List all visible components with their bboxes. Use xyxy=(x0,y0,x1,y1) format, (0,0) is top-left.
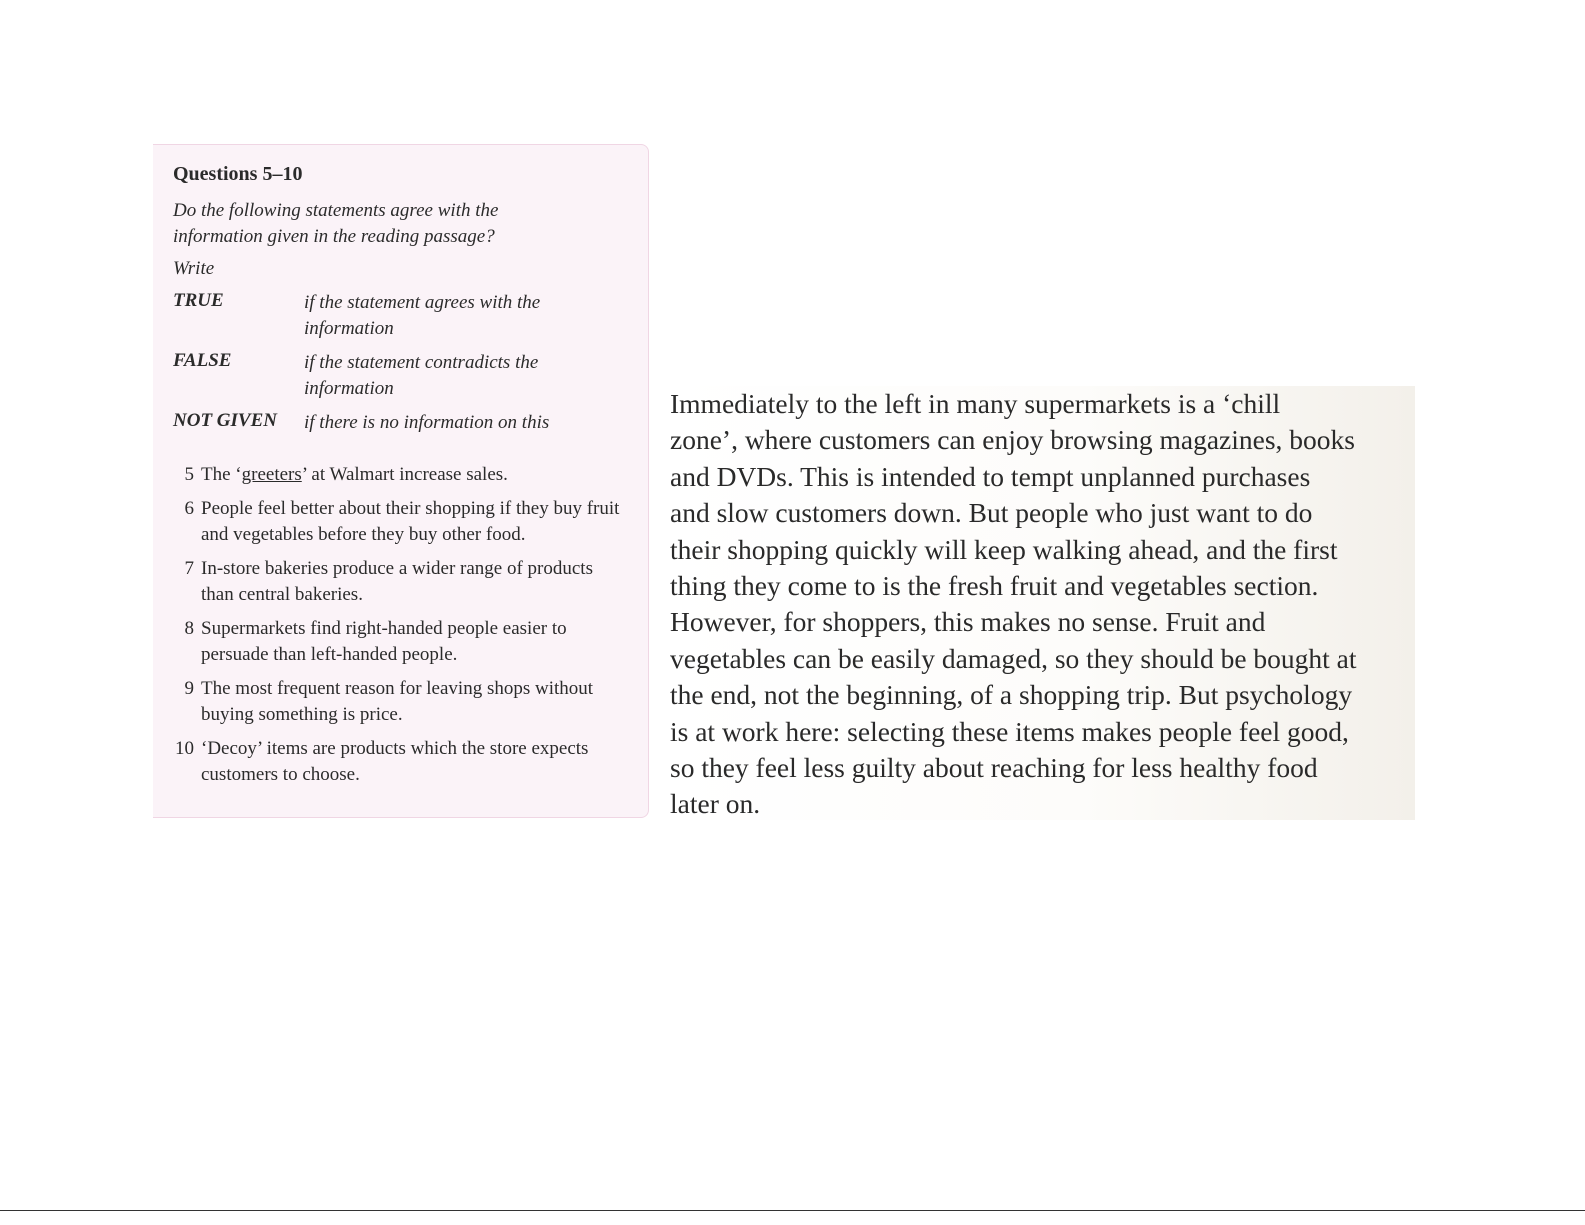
question-text: People feel better about their shopping if they buy fruit and vegetables before they buy other food. xyxy=(201,498,620,545)
passage-line: is at work here: selecting these items makes people feel good, xyxy=(670,715,1349,747)
question-item xyxy=(173,496,628,548)
question-text: The most frequent reason for leaving shops without buying something is price. xyxy=(201,678,594,725)
questions-instruction: Do the following statements agree with the information given in the reading passage? xyxy=(173,200,499,247)
passage-paragraph xyxy=(670,386,1415,823)
answer-description: if the statement contradicts the information xyxy=(304,352,539,399)
passage-line: and DVDs. This is intended to tempt unplanned purchases xyxy=(670,460,1311,492)
passage-line: thing they come to is the fresh fruit and vegetables section. xyxy=(670,570,1319,602)
passage-line: However, for shoppers, this makes no sense. Fruit and xyxy=(670,606,1266,638)
question-item xyxy=(173,736,628,788)
question-number: 10 xyxy=(175,738,194,759)
questions-title: Questions 5–10 xyxy=(173,163,303,185)
reading-passage xyxy=(670,386,1415,820)
question-text: Supermarkets find right-handed people easier to persuade than left-handed people. xyxy=(201,618,567,665)
answer-description: if there is no information on this xyxy=(304,412,550,433)
passage-line: zone’, where customers can enjoy browsing magazines, books xyxy=(670,424,1356,456)
question-text-before: The ‘ xyxy=(201,464,242,485)
answer-key-true xyxy=(173,290,628,342)
answer-term: FALSE xyxy=(173,350,232,371)
question-text: ‘Decoy’ items are products which the store expects customers to choose. xyxy=(201,738,589,785)
answer-description: if the statement agrees with the information xyxy=(304,292,541,339)
question-item xyxy=(173,462,628,488)
passage-line: vegetables can be easily damaged, so they should be bought at xyxy=(670,642,1357,674)
answer-term: NOT GIVEN xyxy=(173,410,277,431)
passage-line: their shopping quickly will keep walking ahead, and the first xyxy=(670,533,1338,565)
question-number: 7 xyxy=(184,558,194,579)
question-number: 6 xyxy=(184,498,194,519)
question-text-after: ’ at Walmart increase sales. xyxy=(301,464,508,485)
page-bottom-rule xyxy=(0,1210,1585,1211)
question-number: 9 xyxy=(184,678,194,699)
underlined-term: greeters xyxy=(241,464,302,485)
answer-key-not-given xyxy=(173,410,628,436)
questions-list xyxy=(173,462,628,788)
question-text: In-store bakeries produce a wider range of products than central bakeries. xyxy=(201,558,593,605)
passage-line: so they feel less guilty about reaching for less healthy food xyxy=(670,752,1318,784)
question-number: 8 xyxy=(184,618,194,639)
questions-panel xyxy=(153,144,649,818)
write-label: Write xyxy=(173,258,215,279)
question-item xyxy=(173,676,628,728)
answer-key-false xyxy=(173,350,628,402)
passage-line: the end, not the beginning, of a shopping trip. But psychology xyxy=(670,679,1353,711)
passage-line: later on. xyxy=(670,788,761,820)
question-item xyxy=(173,556,628,608)
passage-line: and slow customers down. But people who just want to do xyxy=(670,497,1313,529)
question-text xyxy=(201,462,627,488)
question-number: 5 xyxy=(184,464,194,485)
answer-term: TRUE xyxy=(173,290,224,311)
question-item xyxy=(173,616,628,668)
passage-line: Immediately to the left in many supermarkets is a ‘chill xyxy=(670,388,1281,419)
